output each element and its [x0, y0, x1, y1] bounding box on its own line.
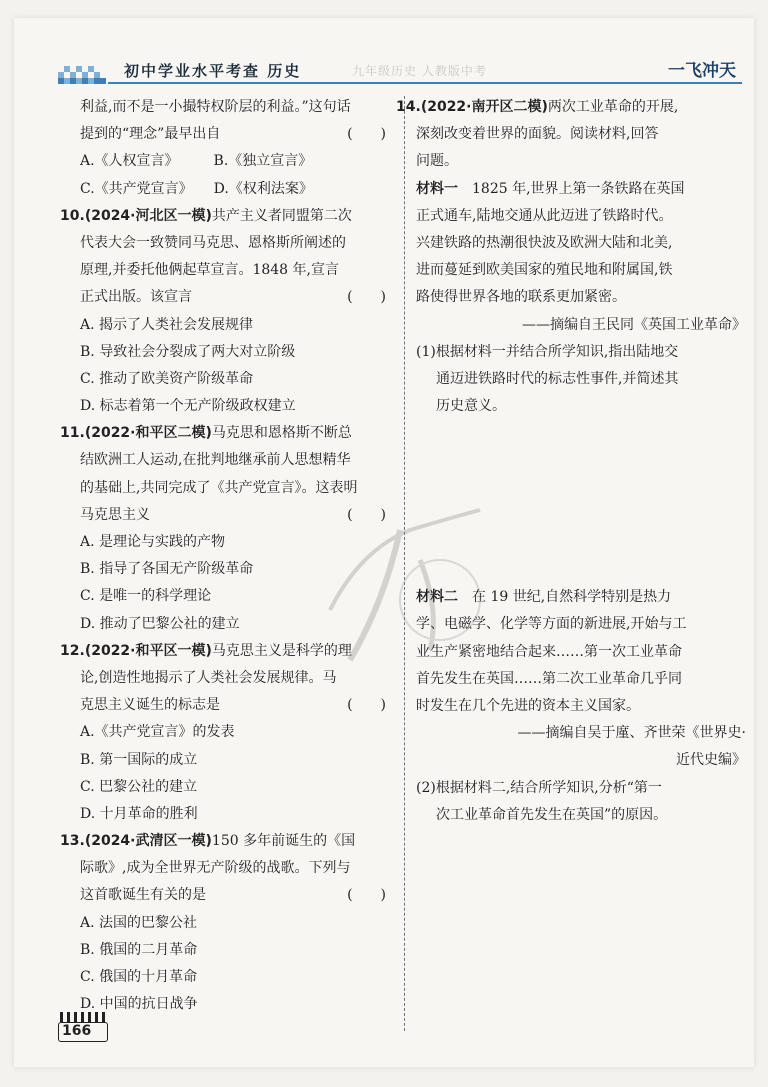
line-text: 历史意义。 — [436, 398, 506, 415]
text-line — [80, 801, 398, 828]
text-line — [416, 366, 746, 393]
line-text: 次工业革命首先发生在英国”的原因。 — [436, 806, 668, 823]
text-line — [80, 747, 398, 774]
line-text: D. 标志着第一个无产阶级政权建立 — [80, 398, 296, 415]
text-line — [416, 747, 746, 774]
line-text: 这首歌诞生有关的是 — [80, 887, 206, 904]
line-text: 路使得世界各地的联系更加紧密。 — [416, 289, 626, 306]
line-text: 在 19 世纪,自然科学特别是热力 — [458, 589, 672, 606]
line-text: C. 推动了欧美资产阶级革命 — [80, 370, 254, 387]
line-text: 兴建铁路的热潮很快波及欧洲大陆和北美, — [416, 234, 673, 251]
text-line — [80, 176, 398, 203]
brand-logo: 一飞冲天 — [668, 61, 736, 81]
line-text: 学、电磁学、化学等方面的新进展,开始与工 — [416, 616, 687, 633]
line-text: A. 是理论与实践的产物 — [80, 534, 226, 550]
line-text: C. 巴黎公社的建立 — [80, 778, 198, 795]
material-label: 材料二 — [416, 589, 458, 606]
line-text: 马克思主义 — [80, 506, 150, 523]
text-line — [80, 393, 398, 420]
line-text: 正式通车,陆地交通从此迈进了铁路时代。 — [416, 207, 673, 224]
text-line — [416, 203, 746, 230]
line-text: 际歌》,成为全世界无产阶级的战歌。下列与 — [80, 860, 351, 877]
text-line — [416, 802, 746, 829]
question-number: 10. — [60, 207, 85, 224]
text-line — [80, 447, 398, 474]
line-text: 的基础上,共同完成了《共产党宣言》。这表明 — [80, 479, 358, 496]
line-text: 首先发生在英国……第二次工业革命几乎同 — [416, 670, 682, 687]
text-line — [416, 720, 746, 747]
header-bleed-text: 九年级历史 人教版中考 — [352, 64, 487, 78]
text-line — [80, 964, 398, 991]
line-text: 深刻改变着世界的面貌。阅读材料,回答 — [416, 126, 659, 143]
text-line — [80, 774, 398, 801]
text-line — [416, 176, 746, 203]
question-number: 14. — [396, 99, 421, 115]
checker-decoration-icon — [58, 58, 110, 86]
text-line — [80, 257, 398, 284]
text-line — [80, 121, 398, 148]
text-line — [80, 312, 398, 339]
line-text: 两次工业革命的开展, — [547, 99, 679, 115]
text-line — [396, 94, 746, 121]
text-line — [60, 828, 398, 855]
text-line — [80, 719, 398, 746]
answer-bracket[interactable]: ( ) — [347, 126, 386, 143]
line-text: 进而蔓延到欧美国家的殖民地和附属国,铁 — [416, 262, 673, 279]
question-14-material-1 — [396, 94, 746, 420]
line-text: 提到的“理念”最早出自 — [80, 126, 221, 143]
text-line — [80, 366, 398, 393]
line-text: A.《人权宣言》 B.《独立宣言》 — [80, 153, 313, 170]
line-text: B. 指导了各国无产阶级革命 — [80, 561, 254, 578]
line-text: A.《共产党宣言》的发表 — [80, 724, 235, 741]
answer-bracket[interactable]: ( ) — [347, 289, 386, 306]
text-line — [80, 692, 398, 719]
line-text: 业生产紧密地结合起来……第一次工业革命 — [416, 643, 682, 660]
line-text: C. 是唯一的科学理论 — [80, 588, 212, 605]
line-text: 原理,并委托他俩起草宣言。1848 年,宣言 — [80, 262, 339, 279]
line-text: ——摘编自王民同《英国工业革命》 — [522, 316, 746, 333]
line-text: (2)根据材料二,结合所学知识,分析“第一 — [416, 779, 662, 796]
text-line — [80, 230, 398, 257]
line-text: D. 十月革命的胜利 — [80, 805, 198, 822]
line-text: 马克思和恩格斯不断总 — [211, 425, 352, 442]
line-text: 问题。 — [416, 153, 458, 170]
line-text: 利益,而不是一小撮特权阶层的利益。”这句话 — [80, 99, 351, 115]
line-text: 1825 年,世界上第一条铁路在英国 — [458, 180, 685, 197]
question-source: (2022·和平区一模) — [84, 642, 212, 659]
line-text: C.《共产党宣言》 D.《权利法案》 — [80, 180, 313, 197]
text-line — [60, 420, 398, 447]
text-line — [80, 991, 398, 1018]
line-text: 代表大会一致赞同马克思、恩格斯所阐述的 — [80, 234, 346, 251]
text-line — [416, 693, 746, 720]
text-line — [416, 775, 746, 802]
line-text: 150 多年前诞生的《国 — [211, 833, 356, 850]
text-line — [416, 121, 746, 148]
right-column — [396, 94, 746, 829]
answer-bracket[interactable]: ( ) — [347, 887, 386, 904]
question-source: (2024·武清区一模) — [84, 833, 212, 850]
question-source: (2022·和平区二模) — [84, 425, 212, 442]
text-line — [80, 148, 398, 175]
watermark-logo-icon — [290, 490, 520, 690]
page-number-text: 166 — [62, 1023, 92, 1039]
text-line — [416, 312, 746, 339]
text-line — [80, 882, 398, 909]
line-text: (1)根据材料一并结合所学知识,指出陆地交 — [416, 343, 679, 360]
book-title: 初中学业水平考查 历史 — [124, 62, 302, 80]
text-line — [80, 937, 398, 964]
line-text: 近代史编》 — [676, 752, 746, 769]
line-text: ——摘编自吴于廑、齐世荣《世界史· — [517, 725, 746, 742]
question-number: 13. — [60, 833, 85, 850]
answer-bracket[interactable]: ( ) — [347, 697, 386, 714]
page-header — [52, 52, 742, 88]
page-number-stripes — [60, 1012, 106, 1022]
question-number: 12. — [60, 642, 85, 659]
line-text: D. 推动了巴黎公社的建立 — [80, 615, 240, 632]
line-text: 结欧洲工人运动,在批判地继承前人思想精华 — [80, 452, 351, 469]
line-text: B. 第一国际的成立 — [80, 751, 198, 768]
text-line — [80, 910, 398, 937]
text-line — [416, 393, 746, 420]
line-text: 共产主义者同盟第二次 — [211, 207, 352, 224]
line-text: 正式出版。该宣言 — [80, 289, 192, 306]
answer-bracket[interactable]: ( ) — [347, 506, 386, 523]
line-text: 马克思主义是科学的理 — [211, 642, 352, 659]
line-text: 通迈进铁路时代的标志性事件,并简述其 — [436, 370, 679, 387]
question-source: (2022·南开区二模) — [420, 99, 548, 115]
text-line — [416, 230, 746, 257]
line-text: A. 揭示了人类社会发展规律 — [80, 316, 254, 333]
text-line — [80, 284, 398, 311]
page-number — [58, 1012, 112, 1038]
text-line — [416, 148, 746, 175]
text-line — [416, 257, 746, 284]
text-line — [80, 339, 398, 366]
line-text: D. 中国的抗日战争 — [80, 996, 198, 1013]
line-text: C. 俄国的十月革命 — [80, 969, 198, 985]
question-source: (2024·河北区一模) — [84, 207, 212, 224]
text-line — [80, 855, 398, 882]
line-text: B. 俄国的二月革命 — [80, 941, 198, 958]
line-text: 克思主义诞生的标志是 — [80, 697, 220, 714]
line-text: A. 法国的巴黎公社 — [80, 914, 198, 931]
text-line — [60, 203, 398, 230]
text-line — [416, 284, 746, 311]
header-rule — [108, 82, 742, 84]
question-number: 11. — [60, 425, 85, 442]
line-text: B. 导致社会分裂成了两大对立阶级 — [80, 343, 296, 360]
material-label: 材料一 — [416, 180, 458, 197]
line-text: 时发生在几个先进的资本主义国家。 — [416, 698, 640, 714]
text-line — [416, 339, 746, 366]
text-line — [80, 94, 398, 121]
line-text: 论,创造性地揭示了人类社会发展规律。马 — [80, 669, 337, 686]
